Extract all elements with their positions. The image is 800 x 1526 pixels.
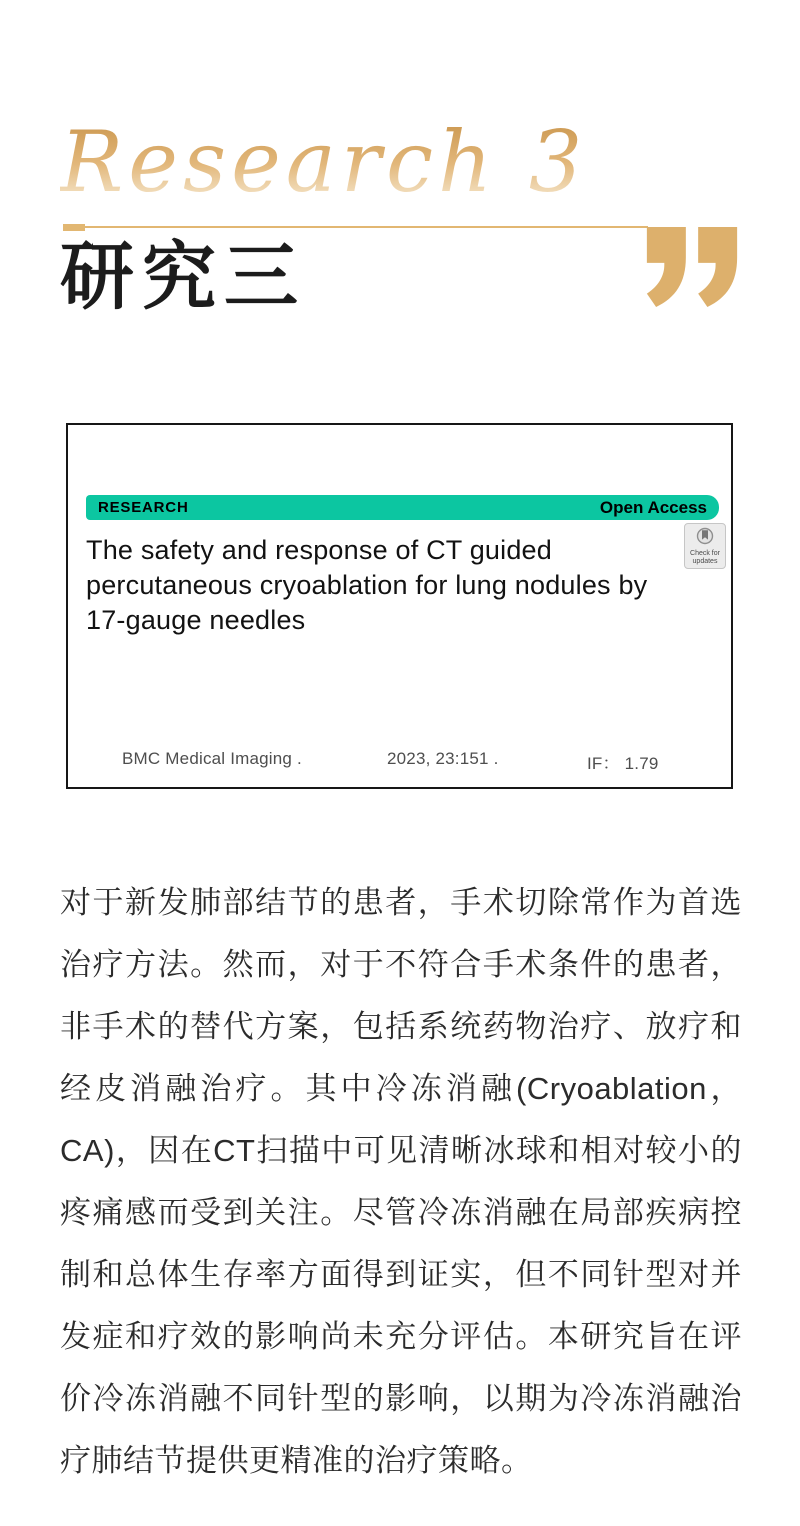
page-title-cn: 研究三 — [60, 237, 306, 319]
journal-name: BMC Medical Imaging . — [122, 749, 302, 768]
badge-label-line2: updates — [692, 557, 718, 565]
impact-factor: IF： 1.79 — [587, 754, 659, 773]
bookmark-icon — [696, 527, 714, 550]
article-title: The safety and response of CT guided percutaneous cryoablation for lung nodules by 17-gauge needles — [86, 535, 648, 635]
abstract-paragraph: 对于新发肺部结节的患者，手术切除常作为首选治疗方法。然而，对于不符合手术条件的患者，非手术的替代方案，包括系统药物治疗、放疗和经皮消融治疗。其中冷冻消融(Cryoablation，CA)，因在CT扫描中可见清晰冰球和相对较小的疼痛感而受到关注。尽管冷冻消融在局部疾病控制和总体生存率方面得到证实，但不同针型对并发症和疗效的影响尚未充分评估。本研究旨在评价冷冻消融不同针型的影响，以期为冷冻消融治疗肺结节提供更精准的治疗策略。 — [60, 885, 742, 1478]
header-script-title: Research 3 — [60, 113, 588, 211]
check-updates-badge — [684, 523, 726, 569]
article-card — [66, 423, 733, 789]
closing-quote-icon — [646, 227, 738, 312]
gold-divider-line — [63, 226, 648, 228]
research-section-bar — [86, 495, 719, 520]
research-label: RESEARCH — [98, 499, 189, 516]
badge-label-line1: Check for — [690, 549, 720, 557]
gold-divider-accent — [63, 224, 85, 231]
citation-info: 2023, 23:151 . — [387, 749, 499, 768]
open-access-label: Open Access — [599, 497, 707, 517]
